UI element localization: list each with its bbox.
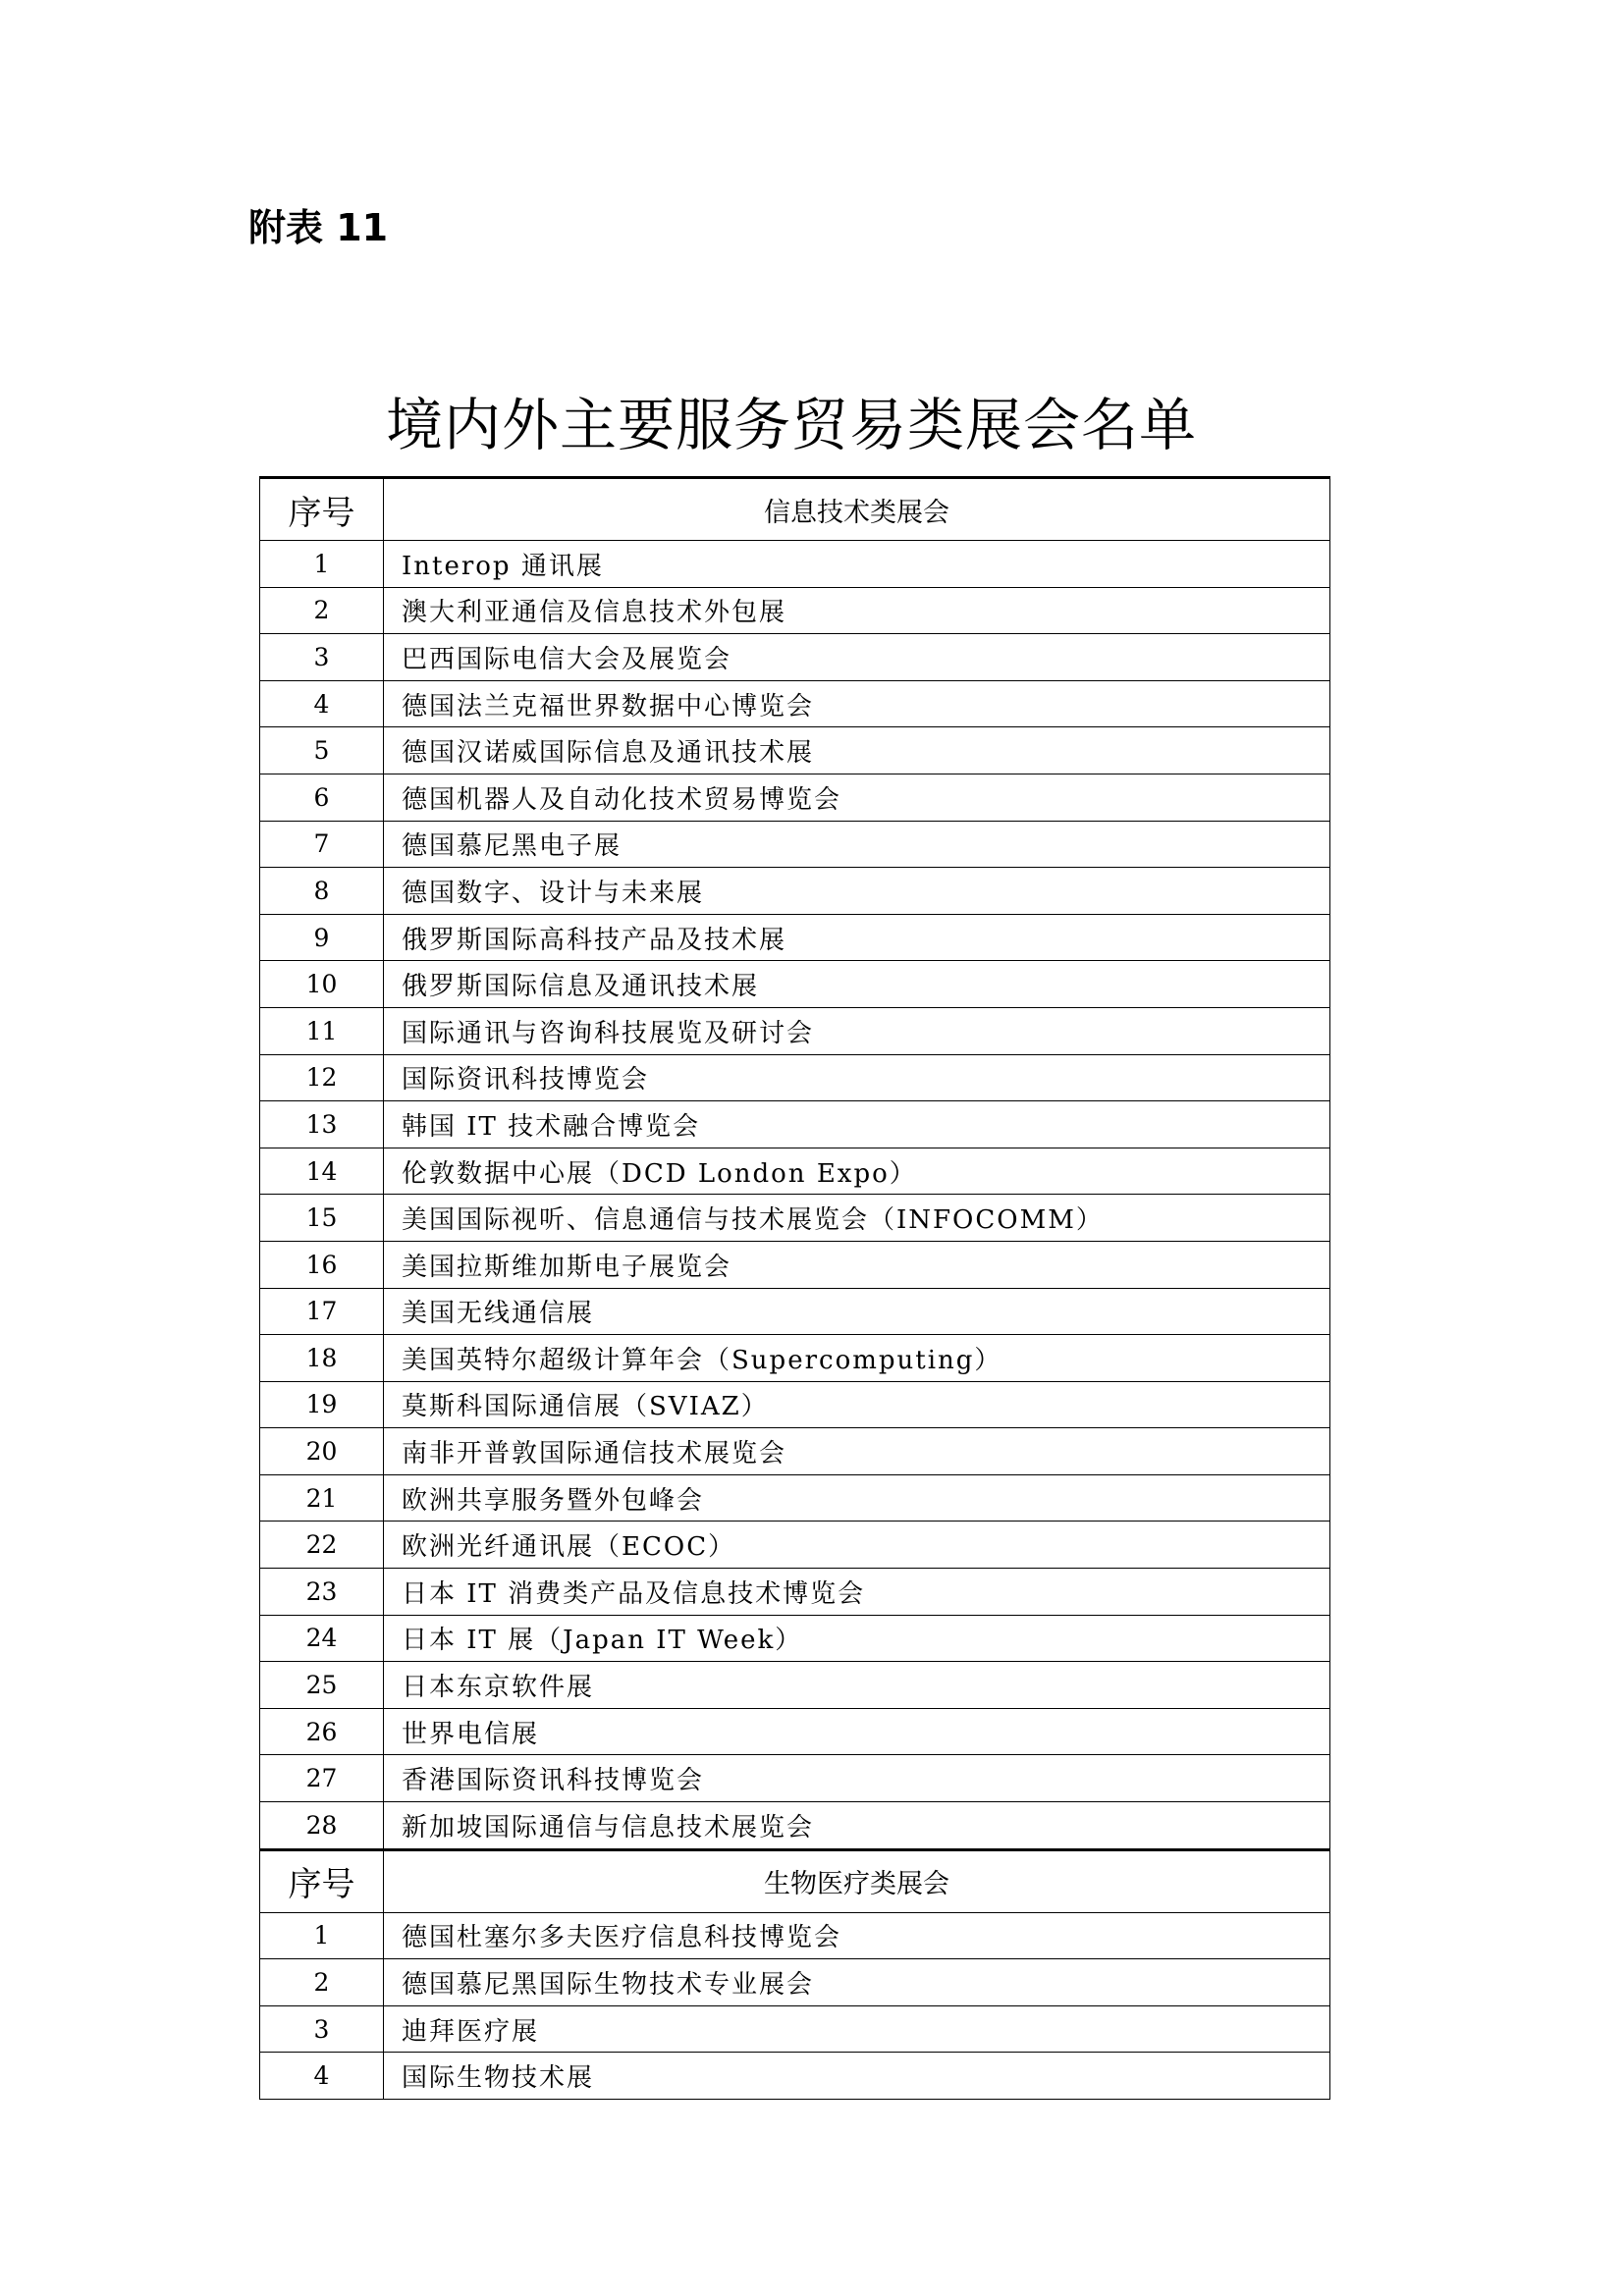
exhibition-name-cell: Interop 通讯展 bbox=[384, 541, 1330, 588]
table-row bbox=[260, 1381, 1330, 1428]
serial-number-cell: 21 bbox=[260, 1474, 384, 1522]
table-row bbox=[260, 1959, 1330, 2006]
exhibition-name-cell: 莫斯科国际通信展（SVIAZ） bbox=[384, 1381, 1330, 1428]
table-row bbox=[260, 1007, 1330, 1054]
table-row bbox=[260, 774, 1330, 821]
exhibition-name-cell: 德国慕尼黑国际生物技术专业展会 bbox=[384, 1959, 1330, 2006]
table-row bbox=[260, 914, 1330, 961]
exhibition-table-body bbox=[260, 478, 1330, 2100]
table-row bbox=[260, 821, 1330, 868]
exhibition-name-cell: 香港国际资讯科技博览会 bbox=[384, 1755, 1330, 1802]
serial-number-cell: 4 bbox=[260, 680, 384, 727]
table-row bbox=[260, 868, 1330, 915]
table-row bbox=[260, 1755, 1330, 1802]
column-header-serial-number: 序号 bbox=[260, 1849, 384, 1912]
exhibition-name-cell: 日本 IT 展（Japan IT Week） bbox=[384, 1615, 1330, 1662]
serial-number-cell: 10 bbox=[260, 961, 384, 1008]
serial-number-cell: 19 bbox=[260, 1381, 384, 1428]
table-row bbox=[260, 1288, 1330, 1335]
table-row bbox=[260, 1912, 1330, 1959]
serial-number-cell: 2 bbox=[260, 587, 384, 634]
serial-number-cell: 8 bbox=[260, 868, 384, 915]
table-row bbox=[260, 1802, 1330, 1850]
exhibition-name-cell: 新加坡国际通信与信息技术展览会 bbox=[384, 1802, 1330, 1850]
exhibition-name-cell: 国际资讯科技博览会 bbox=[384, 1054, 1330, 1101]
exhibition-table bbox=[259, 476, 1330, 2100]
exhibition-name-cell: 美国英特尔超级计算年会（Supercomputing） bbox=[384, 1335, 1330, 1382]
exhibition-name-cell: 韩国 IT 技术融合博览会 bbox=[384, 1101, 1330, 1148]
serial-number-cell: 2 bbox=[260, 1959, 384, 2006]
serial-number-cell: 7 bbox=[260, 821, 384, 868]
serial-number-cell: 3 bbox=[260, 2005, 384, 2053]
table-row bbox=[260, 1569, 1330, 1616]
serial-number-cell: 3 bbox=[260, 634, 384, 681]
table-row bbox=[260, 541, 1330, 588]
serial-number-cell: 12 bbox=[260, 1054, 384, 1101]
serial-number-cell: 17 bbox=[260, 1288, 384, 1335]
exhibition-name-cell: 欧洲光纤通讯展（ECOC） bbox=[384, 1522, 1330, 1569]
exhibition-name-cell: 德国杜塞尔多夫医疗信息科技博览会 bbox=[384, 1912, 1330, 1959]
serial-number-cell: 25 bbox=[260, 1662, 384, 1709]
exhibition-name-cell: 德国数字、设计与未来展 bbox=[384, 868, 1330, 915]
serial-number-cell: 9 bbox=[260, 914, 384, 961]
exhibition-name-cell: 澳大利亚通信及信息技术外包展 bbox=[384, 587, 1330, 634]
exhibition-name-cell: 俄罗斯国际信息及通讯技术展 bbox=[384, 961, 1330, 1008]
serial-number-cell: 1 bbox=[260, 1912, 384, 1959]
serial-number-cell: 13 bbox=[260, 1101, 384, 1148]
exhibition-name-cell: 世界电信展 bbox=[384, 1708, 1330, 1755]
serial-number-cell: 24 bbox=[260, 1615, 384, 1662]
table-row bbox=[260, 727, 1330, 774]
table-row bbox=[260, 1708, 1330, 1755]
exhibition-name-cell: 德国汉诺威国际信息及通讯技术展 bbox=[384, 727, 1330, 774]
table-row bbox=[260, 2005, 1330, 2053]
serial-number-cell: 5 bbox=[260, 727, 384, 774]
table-row bbox=[260, 1335, 1330, 1382]
serial-number-cell: 23 bbox=[260, 1569, 384, 1616]
section-category-title: 生物医疗类展会 bbox=[384, 1849, 1330, 1912]
serial-number-cell: 6 bbox=[260, 774, 384, 821]
exhibition-name-cell: 日本 IT 消费类产品及信息技术博览会 bbox=[384, 1569, 1330, 1616]
exhibition-name-cell: 巴西国际电信大会及展览会 bbox=[384, 634, 1330, 681]
serial-number-cell: 20 bbox=[260, 1428, 384, 1475]
exhibition-name-cell: 日本东京软件展 bbox=[384, 1662, 1330, 1709]
table-row bbox=[260, 1474, 1330, 1522]
exhibition-name-cell: 迪拜医疗展 bbox=[384, 2005, 1330, 2053]
table-row bbox=[260, 1662, 1330, 1709]
page-title: 境内外主要服务贸易类展会名单 bbox=[385, 392, 1197, 458]
table-row bbox=[260, 680, 1330, 727]
exhibition-name-cell: 国际通讯与咨询科技展览及研讨会 bbox=[384, 1007, 1330, 1054]
exhibition-name-cell: 美国无线通信展 bbox=[384, 1288, 1330, 1335]
section-header-row bbox=[260, 1849, 1330, 1912]
annex-label: 附表 11 bbox=[248, 206, 389, 249]
serial-number-cell: 15 bbox=[260, 1195, 384, 1242]
exhibition-name-cell: 美国国际视听、信息通信与技术展览会（INFOCOMM） bbox=[384, 1195, 1330, 1242]
table-row bbox=[260, 587, 1330, 634]
table-row bbox=[260, 1054, 1330, 1101]
serial-number-cell: 27 bbox=[260, 1755, 384, 1802]
serial-number-cell: 22 bbox=[260, 1522, 384, 1569]
table-row bbox=[260, 1615, 1330, 1662]
serial-number-cell: 16 bbox=[260, 1241, 384, 1288]
column-header-serial-number: 序号 bbox=[260, 478, 384, 541]
exhibition-name-cell: 欧洲共享服务暨外包峰会 bbox=[384, 1474, 1330, 1522]
table-row bbox=[260, 1101, 1330, 1148]
exhibition-name-cell: 德国慕尼黑电子展 bbox=[384, 821, 1330, 868]
exhibition-name-cell: 德国机器人及自动化技术贸易博览会 bbox=[384, 774, 1330, 821]
exhibition-name-cell: 俄罗斯国际高科技产品及技术展 bbox=[384, 914, 1330, 961]
serial-number-cell: 11 bbox=[260, 1007, 384, 1054]
exhibition-name-cell: 伦敦数据中心展（DCD London Expo） bbox=[384, 1148, 1330, 1195]
serial-number-cell: 18 bbox=[260, 1335, 384, 1382]
table-row bbox=[260, 1195, 1330, 1242]
table-row bbox=[260, 1428, 1330, 1475]
table-row bbox=[260, 2053, 1330, 2100]
exhibition-name-cell: 美国拉斯维加斯电子展览会 bbox=[384, 1241, 1330, 1288]
exhibition-name-cell: 德国法兰克福世界数据中心博览会 bbox=[384, 680, 1330, 727]
serial-number-cell: 1 bbox=[260, 541, 384, 588]
table-row bbox=[260, 1241, 1330, 1288]
serial-number-cell: 4 bbox=[260, 2053, 384, 2100]
table-row bbox=[260, 634, 1330, 681]
table-row bbox=[260, 1148, 1330, 1195]
section-header-row bbox=[260, 478, 1330, 541]
serial-number-cell: 14 bbox=[260, 1148, 384, 1195]
exhibition-name-cell: 南非开普敦国际通信技术展览会 bbox=[384, 1428, 1330, 1475]
table-row bbox=[260, 1522, 1330, 1569]
section-category-title: 信息技术类展会 bbox=[384, 478, 1330, 541]
serial-number-cell: 28 bbox=[260, 1802, 384, 1850]
serial-number-cell: 26 bbox=[260, 1708, 384, 1755]
exhibition-name-cell: 国际生物技术展 bbox=[384, 2053, 1330, 2100]
table-row bbox=[260, 961, 1330, 1008]
